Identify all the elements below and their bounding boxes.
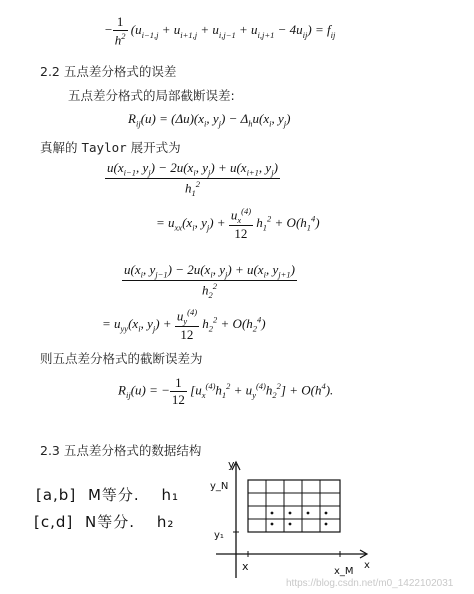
interval-ab: [a,b] bbox=[36, 486, 77, 504]
y-direction-difference-quotient: $\frac{u(x_i, y_{j-1}) - 2u(x_i, y_j) + u(x_i, y_{j+1})}{h_2^2}$ bbox=[124, 262, 295, 300]
n-equal-parts: N等分. bbox=[85, 513, 136, 531]
step-h1: h₁ bbox=[161, 486, 179, 504]
five-point-scheme-equation: − $\frac{1}{h^2}$ $(u_{i-1,j} + u_{i+1,j} + u_{i,j-1} + u_{i,j+1} - 4u_{ij}) = f_{ij}$ bbox=[104, 14, 336, 48]
sketch-y1-label: y₁ bbox=[214, 530, 224, 541]
interval-cd: [c,d] bbox=[34, 513, 74, 531]
handwritten-note-y-interval bbox=[34, 511, 174, 532]
truncation-error-conclusion: 则五点差分格式的截断误差为 bbox=[40, 351, 203, 366]
truncation-error-intro: 五点差分格式的局部截断误差: bbox=[68, 88, 235, 103]
section-2-3-title: 2.3 五点差分格式的数据结构 bbox=[40, 443, 202, 458]
y-direction-expansion: = $u_{yy}(x_i$, $y_j$) + $\frac{u_y^{(4)}}{12}$ $h_2^2 + O(h_2^4)$ bbox=[102, 307, 266, 342]
sketch-y-label: y bbox=[228, 458, 235, 471]
section-2-2-title: 2.2 五点差分格式的误差 bbox=[40, 64, 177, 79]
local-truncation-error-equation: $R_{ij}(u) = (\Delta u)(x_i$, $y_j) - \Delta_hu(x_i$, $y_j$) bbox=[128, 111, 291, 129]
taylor-intro bbox=[40, 138, 181, 156]
sketch-xm-label: x_M bbox=[334, 566, 354, 577]
taylor-intro-a: 真解的 bbox=[40, 140, 78, 155]
sketch-x-axis-label: x bbox=[364, 560, 370, 571]
step-h2: h₂ bbox=[156, 513, 175, 531]
sketch-x1-label: x bbox=[242, 560, 249, 573]
grid-sketch bbox=[200, 458, 380, 586]
truncation-error-result: $R_{ij}(u)$ = − $\frac{1}{12}$ $[u_x^{(4)}h_1^2 + u_y^{(4)}h_2^2] + O(h^4)$. bbox=[118, 375, 334, 407]
watermark: https://blog.csdn.net/m0_1422102031 bbox=[286, 578, 454, 589]
handwritten-note-x-interval bbox=[36, 484, 179, 505]
m-equal-parts: M等分. bbox=[87, 486, 140, 504]
sketch-grid-horizontals bbox=[248, 493, 340, 519]
taylor-word: Taylor bbox=[81, 140, 127, 155]
x-direction-difference-quotient: $\frac{u(x_{i-1}, y_j) - 2u(x_i, y_j) + u(x_{i+1}, y_j)}{h_1^2}$ bbox=[107, 160, 278, 198]
taylor-intro-b: 展开式为 bbox=[130, 140, 181, 155]
sketch-yN-label: y_N bbox=[210, 481, 229, 492]
x-direction-expansion: = $u_{xx}(x_i$, $y_j$) + $\frac{u_x^{(4)}}{12}$ $h_1^2 + O(h_1^4)$ bbox=[156, 206, 320, 241]
